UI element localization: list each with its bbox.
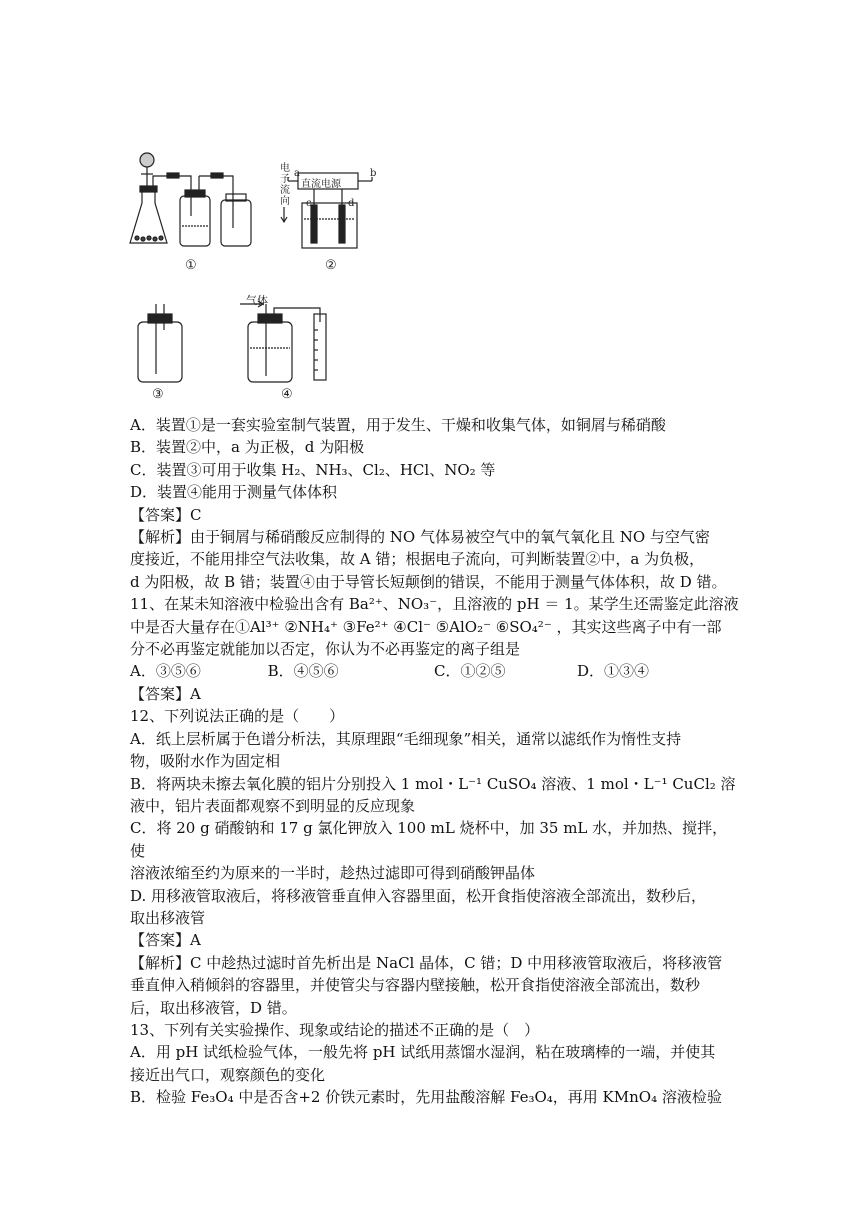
explanation-line: 【解析】由于铜屑与稀硝酸反应制得的 NO 气体易被空气中的氧气氧化且 NO 与空气密 (130, 528, 710, 547)
option-line: C．装置③可用于收集 H₂、NH₃、Cl₂、HCl、NO₂ 等 (130, 460, 496, 479)
option-line: A．纸上层析属于色谱分析法，其原理跟“毛细现象”相关，通常以滤纸作为惰性支持 (130, 729, 682, 748)
question-line: 分不必再鉴定就能加以否定，你认为不必再鉴定的离子组是 (130, 640, 521, 659)
option-line: 液中，铝片表面都观察不到明显的反应现象 (130, 796, 416, 815)
question-line: 11、在某未知溶液中检验出含有 Ba²⁺、NO₃⁻，且溶液的 pH ＝ 1。某学生还需鉴定此溶液 (130, 595, 739, 614)
question-line: 13、下列有关实验操作、现象或结论的描述不正确的是（ ） (130, 1020, 540, 1039)
option-line: 溶液浓缩至约为原来的一半时，趁热过滤即可得到硝酸钾晶体 (130, 864, 536, 883)
option-line: A．③⑤⑥ B．④⑤⑥ C．①②⑤ D．①③④ (130, 662, 649, 681)
answer-line: 【答案】C (130, 505, 202, 524)
terminal-b-label: b (370, 168, 377, 179)
explanation-line: 【解析】C 中趁热过滤时首先析出是 NaCl 晶体，C 错；D 中用移液管取液后，将移液管 (130, 953, 723, 972)
apparatus-4-figure (238, 300, 338, 385)
apparatus-3-figure (130, 300, 190, 385)
explanation-line: 后，取出移液管，D 错。 (130, 998, 297, 1017)
apparatus-4-label: ④ (281, 387, 293, 402)
electrode-c-label: c (306, 198, 312, 209)
apparatus-3-label: ③ (152, 387, 164, 402)
electrode-d-label: d (348, 198, 355, 209)
power-supply-label: 直流电源 (301, 179, 341, 190)
option-line: D．装置④能用于测量气体体积 (130, 483, 338, 502)
option-line: A．装置①是一套实验室制气装置，用于发生、干燥和收集气体，如铜屑与稀硝酸 (130, 416, 666, 434)
question-line: 中是否大量存在①Al³⁺ ②NH₄⁺ ③Fe²⁺ ④Cl⁻ ⑤AlO₂⁻ ⑥SO₄²⁻ ，其实这些离子中有一部 (130, 617, 722, 636)
explanation-line: 度接近，不能用排空气法收集，故 A 错；根据电子流向，可判断装置②中，a 为负极， (130, 550, 705, 569)
option-line: 取出移液管 (130, 908, 206, 927)
explanation-line: d 为阳极，故 B 错；装置④由于导管长短颠倒的错误，不能用于测量气体体积，故 D 错。 (130, 572, 727, 591)
electron-flow-label: 电子流向 (280, 163, 290, 207)
option-line: C．将 20 g 硝酸钠和 17 g 氯化钾放入 100 mL 烧杯中，加 35 mL 水，并加热、搅拌，使 (130, 819, 728, 860)
option-line: 物，吸附水作为固定相 (130, 752, 281, 771)
gas-inlet-label: 气体 (246, 294, 268, 307)
apparatus-1-label: ① (185, 258, 197, 273)
explanation-line: 垂直伸入稍倾斜的容器里，并使管尖与容器内壁接触，松开食指使溶液全部流出，数秒 (130, 976, 701, 995)
option-line: A．用 pH 试纸检验气体，一般先将 pH 试纸用蒸馏水湿润，粘在玻璃棒的一端，并使其 (130, 1043, 716, 1062)
question-text (130, 414, 740, 1109)
apparatus-1-figure (125, 148, 260, 258)
terminal-a-label: a (294, 168, 300, 179)
option-line: B．将两块未擦去氧化膜的铝片分别投入 1 mol・L⁻¹ CuSO₄ 溶液、1 mol・L⁻¹ CuCl₂ 溶 (130, 774, 736, 793)
answer-line: 【答案】A (130, 684, 201, 703)
question-line: 12、下列说法正确的是（ ） (130, 707, 345, 726)
option-line: B．装置②中，a 为正极，d 为阳极 (130, 438, 365, 457)
option-line: 接近出气口，观察颜色的变化 (130, 1065, 326, 1084)
apparatus-2-label: ② (325, 258, 337, 273)
option-line: B．检验 Fe₃O₄ 中是否含+2 价铁元素时，先用盐酸溶解 Fe₃O₄，再用 KMnO₄ 溶液检验 (130, 1088, 722, 1107)
option-line: D. 用移液管取液后，将移液管垂直伸入容器里面，松开食指使溶液全部流出，数秒后， (130, 886, 707, 905)
answer-line: 【答案】A (130, 931, 201, 950)
